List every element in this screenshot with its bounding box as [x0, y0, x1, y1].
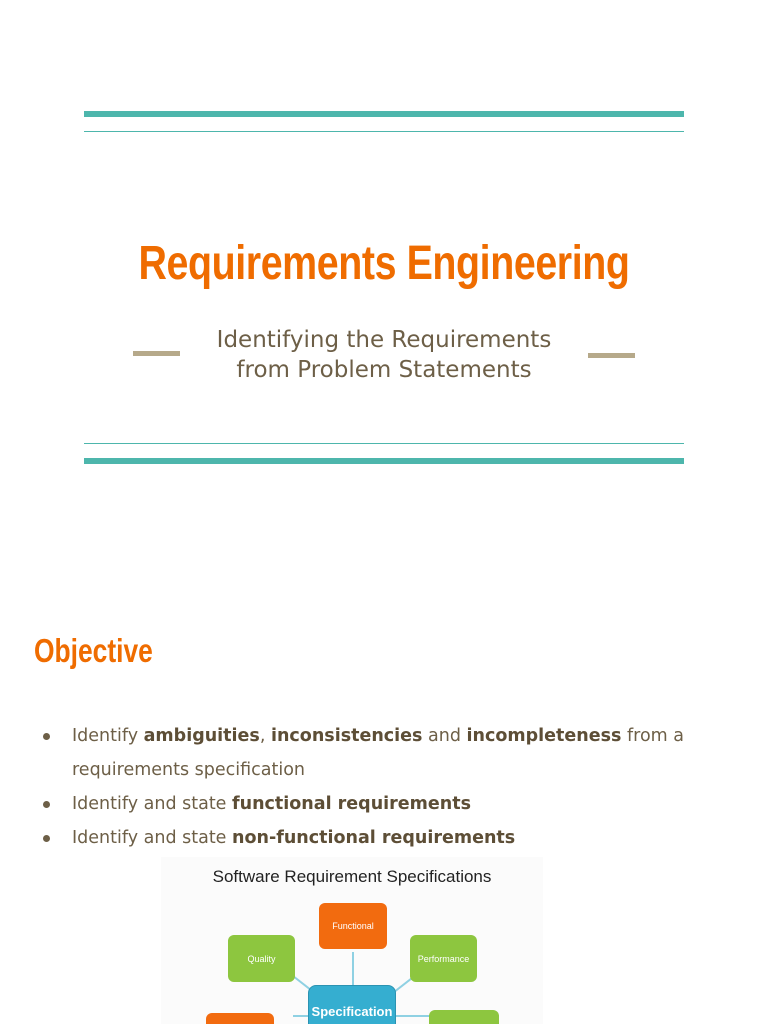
diagram-title: Software Requirement Specifications: [212, 867, 492, 886]
bullet-icon: [43, 733, 50, 740]
node-performance: Performance: [410, 935, 477, 982]
node-lower-right: [429, 1010, 499, 1024]
objective-heading: Objective: [34, 632, 153, 669]
node-functional: Functional: [319, 903, 387, 949]
bullet-bold-text: incompleteness: [466, 726, 622, 746]
objective-list: [40, 719, 700, 855]
slide-subtitle: [184, 325, 584, 385]
bullet-text: Identify and state: [72, 794, 233, 814]
top-thick-rule: [84, 111, 684, 117]
connector-functional: [352, 952, 354, 986]
bullet-icon: [43, 835, 50, 842]
subtitle-line-2: from Problem Statements: [236, 357, 532, 383]
bullet-bold-text: inconsistencies: [270, 726, 423, 746]
list-item: [40, 821, 700, 855]
bullet-bold-text: non-functional requirements: [232, 828, 516, 848]
bullet-text: and: [422, 726, 467, 746]
bullet-text: Identify: [72, 726, 144, 746]
bullet-text: from a requirements specification: [72, 726, 684, 780]
srs-diagram: [161, 857, 543, 1024]
node-specification: Specification: [308, 985, 396, 1024]
left-dash: [133, 351, 180, 356]
bullet-icon: [43, 801, 50, 808]
list-item: [40, 719, 700, 787]
bullet-text: Identify and state: [72, 828, 233, 848]
subtitle-line-1: Identifying the Requirements: [216, 327, 552, 353]
bullet-bold-text: functional requirements: [232, 794, 471, 814]
bottom-thin-rule: [84, 443, 684, 444]
bullet-text: ,: [259, 726, 271, 746]
top-thin-rule: [84, 131, 684, 132]
bullet-bold-text: ambiguities: [143, 726, 260, 746]
slide-title: Requirements Engineering: [138, 237, 630, 290]
right-dash: [588, 353, 635, 358]
node-quality: Quality: [228, 935, 295, 982]
bottom-thick-rule: [84, 458, 684, 464]
node-lower-left: [206, 1013, 274, 1024]
connector-right-lower: [393, 1015, 433, 1017]
list-item: [40, 787, 700, 821]
